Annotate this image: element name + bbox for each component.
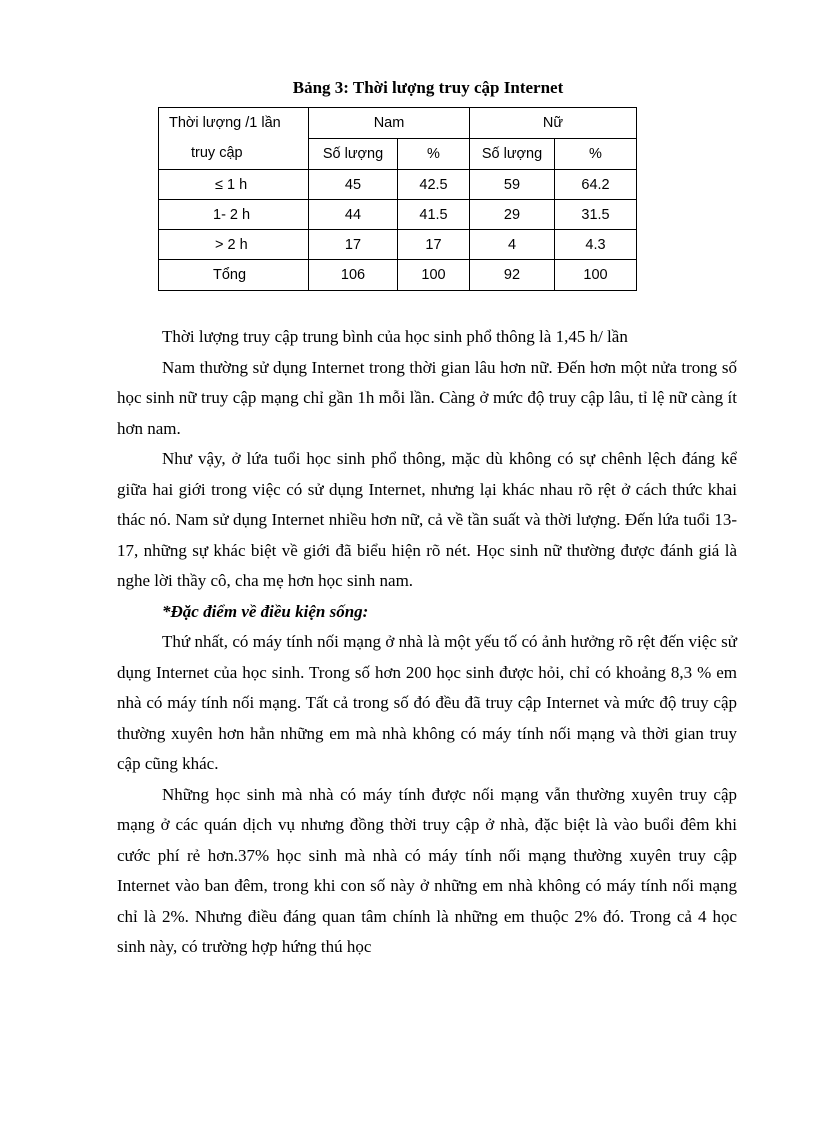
- access-duration-table: [158, 107, 637, 291]
- header-female: Nữ: [470, 108, 637, 139]
- table-row: [159, 260, 637, 291]
- female-percent: 4.3: [555, 230, 637, 260]
- table-header-row-1: [159, 108, 637, 139]
- male-percent: 100: [398, 260, 470, 291]
- header-male: Nam: [309, 108, 470, 139]
- male-percent: 41.5: [398, 200, 470, 230]
- male-count: 106: [309, 260, 398, 291]
- female-count: 59: [470, 170, 555, 200]
- male-percent: 42.5: [398, 170, 470, 200]
- paragraph-home-computer: Thứ nhất, có máy tính nối mạng ở nhà là một yếu tố có ảnh hưởng rõ rệt đến việc sử dụng Internet của học sinh. Trong số hơn 200 học sinh được hỏi, chỉ có khoảng 8,3 % em nhà có máy tính nối mạng. Tất cả trong số đó đều đã truy cập Internet và mức độ truy cập thường xuyên hơn hẳn những em mà nhà không có máy tính nối mạng và thời gian truy cập cũng khác.: [117, 632, 737, 773]
- header-duration-cell: [159, 108, 309, 170]
- female-percent: 31.5: [555, 200, 637, 230]
- male-count: 45: [309, 170, 398, 200]
- row-label: ≤ 1 h: [159, 170, 309, 200]
- female-count: 92: [470, 260, 555, 291]
- male-count: 44: [309, 200, 398, 230]
- paragraph-average-duration: Thời lượng truy cập trung bình của học sinh phổ thông là 1,45 h/ lần: [162, 327, 628, 346]
- row-label: > 2 h: [159, 230, 309, 260]
- header-female-count: Số lượng: [470, 139, 555, 170]
- paragraph-night-access: Những học sinh mà nhà có máy tính được nối mạng vẫn thường xuyên truy cập mạng ở các quán dịch vụ nhưng đồng thời truy cập ở nhà, đặc biệt là vào buổi đêm khi cước phí rẻ hơn.37% học sinh mà nhà có máy tính nối mạng thường xuyên truy cập Internet vào ban đêm, trong khi con số này ở những em nhà không có máy tính nối mạng chỉ là 2%. Nhưng điều đáng quan tâm chính là những em thuộc 2% đó. Trong cả 4 học sinh này, có trường hợp hứng thú học: [117, 784, 737, 956]
- paragraph-male-vs-female: Nam thường sử dụng Internet trong thời gian lâu hơn nữ. Đến hơn một nửa trong số học sinh nữ truy cập mạng chỉ gần 1h mỗi lần. Càng ở mức độ truy cập lâu, tỉ lệ nữ càng ít hơn nam.: [117, 357, 737, 438]
- header-duration-line1: Thời lượng /1 lần: [169, 115, 281, 131]
- paragraph-gender-differences: Như vậy, ở lứa tuổi học sinh phổ thông, mặc dù không có sự chênh lệch đáng kể giữa hai giới trong việc có sử dụng Internet, nhưng lại khác nhau rõ rệt ở cách thức khai thác nó. Nam sử dụng Internet nhiều hơn nữ, cả về tần suất và thời lượng. Đến lứa tuổi 13- 17, những sự khác biệt về giới đã biểu hiện rõ nét. Học sinh nữ thường được đánh giá là nghe lời thầy cô, cha mẹ hơn học sinh nam.: [117, 449, 737, 590]
- header-male-percent: %: [398, 139, 470, 170]
- female-count: 29: [470, 200, 555, 230]
- female-percent: 64.2: [555, 170, 637, 200]
- header-duration-line2: truy cập: [191, 145, 243, 161]
- table-row: [159, 170, 637, 200]
- header-female-percent: %: [555, 139, 637, 170]
- table-title: Bảng 3: Thời lượng truy cập Internet: [292, 78, 564, 97]
- body-text: [117, 322, 737, 963]
- row-label: 1- 2 h: [159, 200, 309, 230]
- male-count: 17: [309, 230, 398, 260]
- table-row: [159, 230, 637, 260]
- section-heading-living-conditions: *Đặc điểm về điều kiện sống:: [162, 601, 369, 621]
- row-label: Tổng: [159, 260, 309, 291]
- female-count: 4: [470, 230, 555, 260]
- male-percent: 17: [398, 230, 470, 260]
- table-row: [159, 200, 637, 230]
- header-male-count: Số lượng: [309, 139, 398, 170]
- female-percent: 100: [555, 260, 637, 291]
